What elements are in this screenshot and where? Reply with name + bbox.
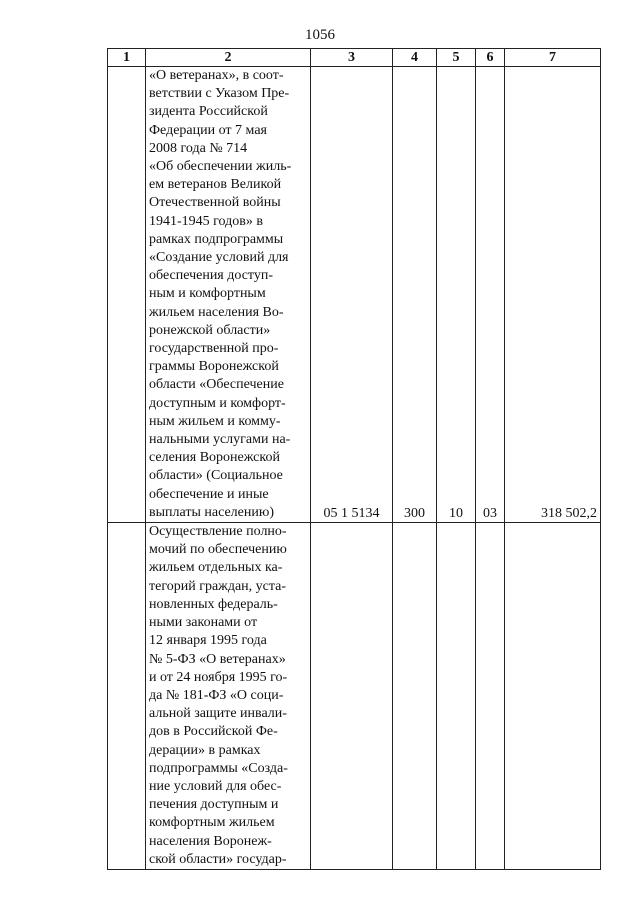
description-line: ем ветеранов Великой xyxy=(149,177,282,193)
description-line: ным жильем и комму- xyxy=(149,413,281,429)
description-line: дов в Российской Фе- xyxy=(149,724,278,740)
cell-description xyxy=(146,67,311,523)
header-col-1: 1 xyxy=(108,49,146,67)
description-line: дерации» в рамках xyxy=(149,742,261,758)
header-col-3: 3 xyxy=(311,49,393,67)
cell-section: 10 xyxy=(437,67,476,523)
description-line: ской области» государ- xyxy=(149,851,287,867)
description-line: ным и комфортным xyxy=(149,286,266,302)
header-col-7: 7 xyxy=(505,49,601,67)
description-line: жильем отдельных ка- xyxy=(149,560,283,576)
description-line: нальными услугами на- xyxy=(149,432,291,448)
description-line: ными законами от xyxy=(149,615,258,631)
description-line: и от 24 ноября 1995 го- xyxy=(149,669,288,685)
header-col-4: 4 xyxy=(393,49,437,67)
description-line: «Об обеспечении жиль- xyxy=(149,159,292,175)
description-lines xyxy=(149,67,307,522)
description-line: да № 181-ФЗ «О соци- xyxy=(149,687,284,703)
description-line: выплаты населению) xyxy=(149,504,274,520)
description-line: Федерации от 7 мая xyxy=(149,122,267,138)
description-lines xyxy=(149,523,307,869)
description-line: доступным и комфорт- xyxy=(149,395,286,411)
description-line: мочий по обеспечению xyxy=(149,542,287,558)
cell-col1 xyxy=(108,523,146,870)
description-line: ние условий для обес- xyxy=(149,778,282,794)
page-number: 1056 xyxy=(305,27,335,43)
description-line: зидента Российской xyxy=(149,104,268,120)
description-line: Отечественной войны xyxy=(149,195,281,211)
description-line: обеспечение и иные xyxy=(149,486,269,502)
description-line: области» (Социальное xyxy=(149,468,283,484)
description-line: 12 января 1995 года xyxy=(149,633,267,649)
table-row xyxy=(108,523,601,870)
description-line: рамках подпрограммы xyxy=(149,231,284,247)
description-line: комфортным жильем xyxy=(149,815,275,831)
header-col-6: 6 xyxy=(476,49,505,67)
description-line: Осуществление полно- xyxy=(149,524,287,540)
cell-target-code xyxy=(311,523,393,870)
description-line: альной защите инвали- xyxy=(149,706,287,722)
table-row xyxy=(108,67,601,523)
description-line: «Создание условий для xyxy=(149,250,289,266)
description-line: населения Воронеж- xyxy=(149,833,272,849)
description-line: селения Воронежской xyxy=(149,450,280,466)
description-line: государственной про- xyxy=(149,341,279,357)
cell-amount xyxy=(505,523,601,870)
header-col-2: 2 xyxy=(146,49,311,67)
description-line: № 5-ФЗ «О ветеранах» xyxy=(149,651,286,667)
description-line: новленных федераль- xyxy=(149,596,278,612)
description-line: ветствии с Указом Пре- xyxy=(149,86,290,102)
cell-col1 xyxy=(108,67,146,523)
description-line: области «Обеспечение xyxy=(149,377,284,393)
description-line: 1941-1945 годов» в xyxy=(149,213,263,229)
description-line: граммы Воронежской xyxy=(149,359,279,375)
cell-subsection xyxy=(476,523,505,870)
description-line: ронежской области» xyxy=(149,322,271,338)
cell-expense-type: 300 xyxy=(393,67,437,523)
cell-amount: 318 502,2 xyxy=(505,67,601,523)
header-col-5: 5 xyxy=(437,49,476,67)
description-line: «О ветеранах», в соот- xyxy=(149,68,284,83)
cell-expense-type xyxy=(393,523,437,870)
cell-section xyxy=(437,523,476,870)
description-line: обеспечения доступ- xyxy=(149,268,274,284)
description-line: жильем населения Во- xyxy=(149,304,284,320)
cell-description xyxy=(146,523,311,870)
cell-target-code: 05 1 5134 xyxy=(311,67,393,523)
description-line: тегорий граждан, уста- xyxy=(149,578,287,594)
description-line: печения доступным и xyxy=(149,797,279,813)
header-row xyxy=(108,49,601,67)
description-line: 2008 года № 714 xyxy=(149,140,248,156)
budget-table xyxy=(107,48,601,870)
description-line: подпрограммы «Созда- xyxy=(149,760,288,776)
cell-subsection: 03 xyxy=(476,67,505,523)
